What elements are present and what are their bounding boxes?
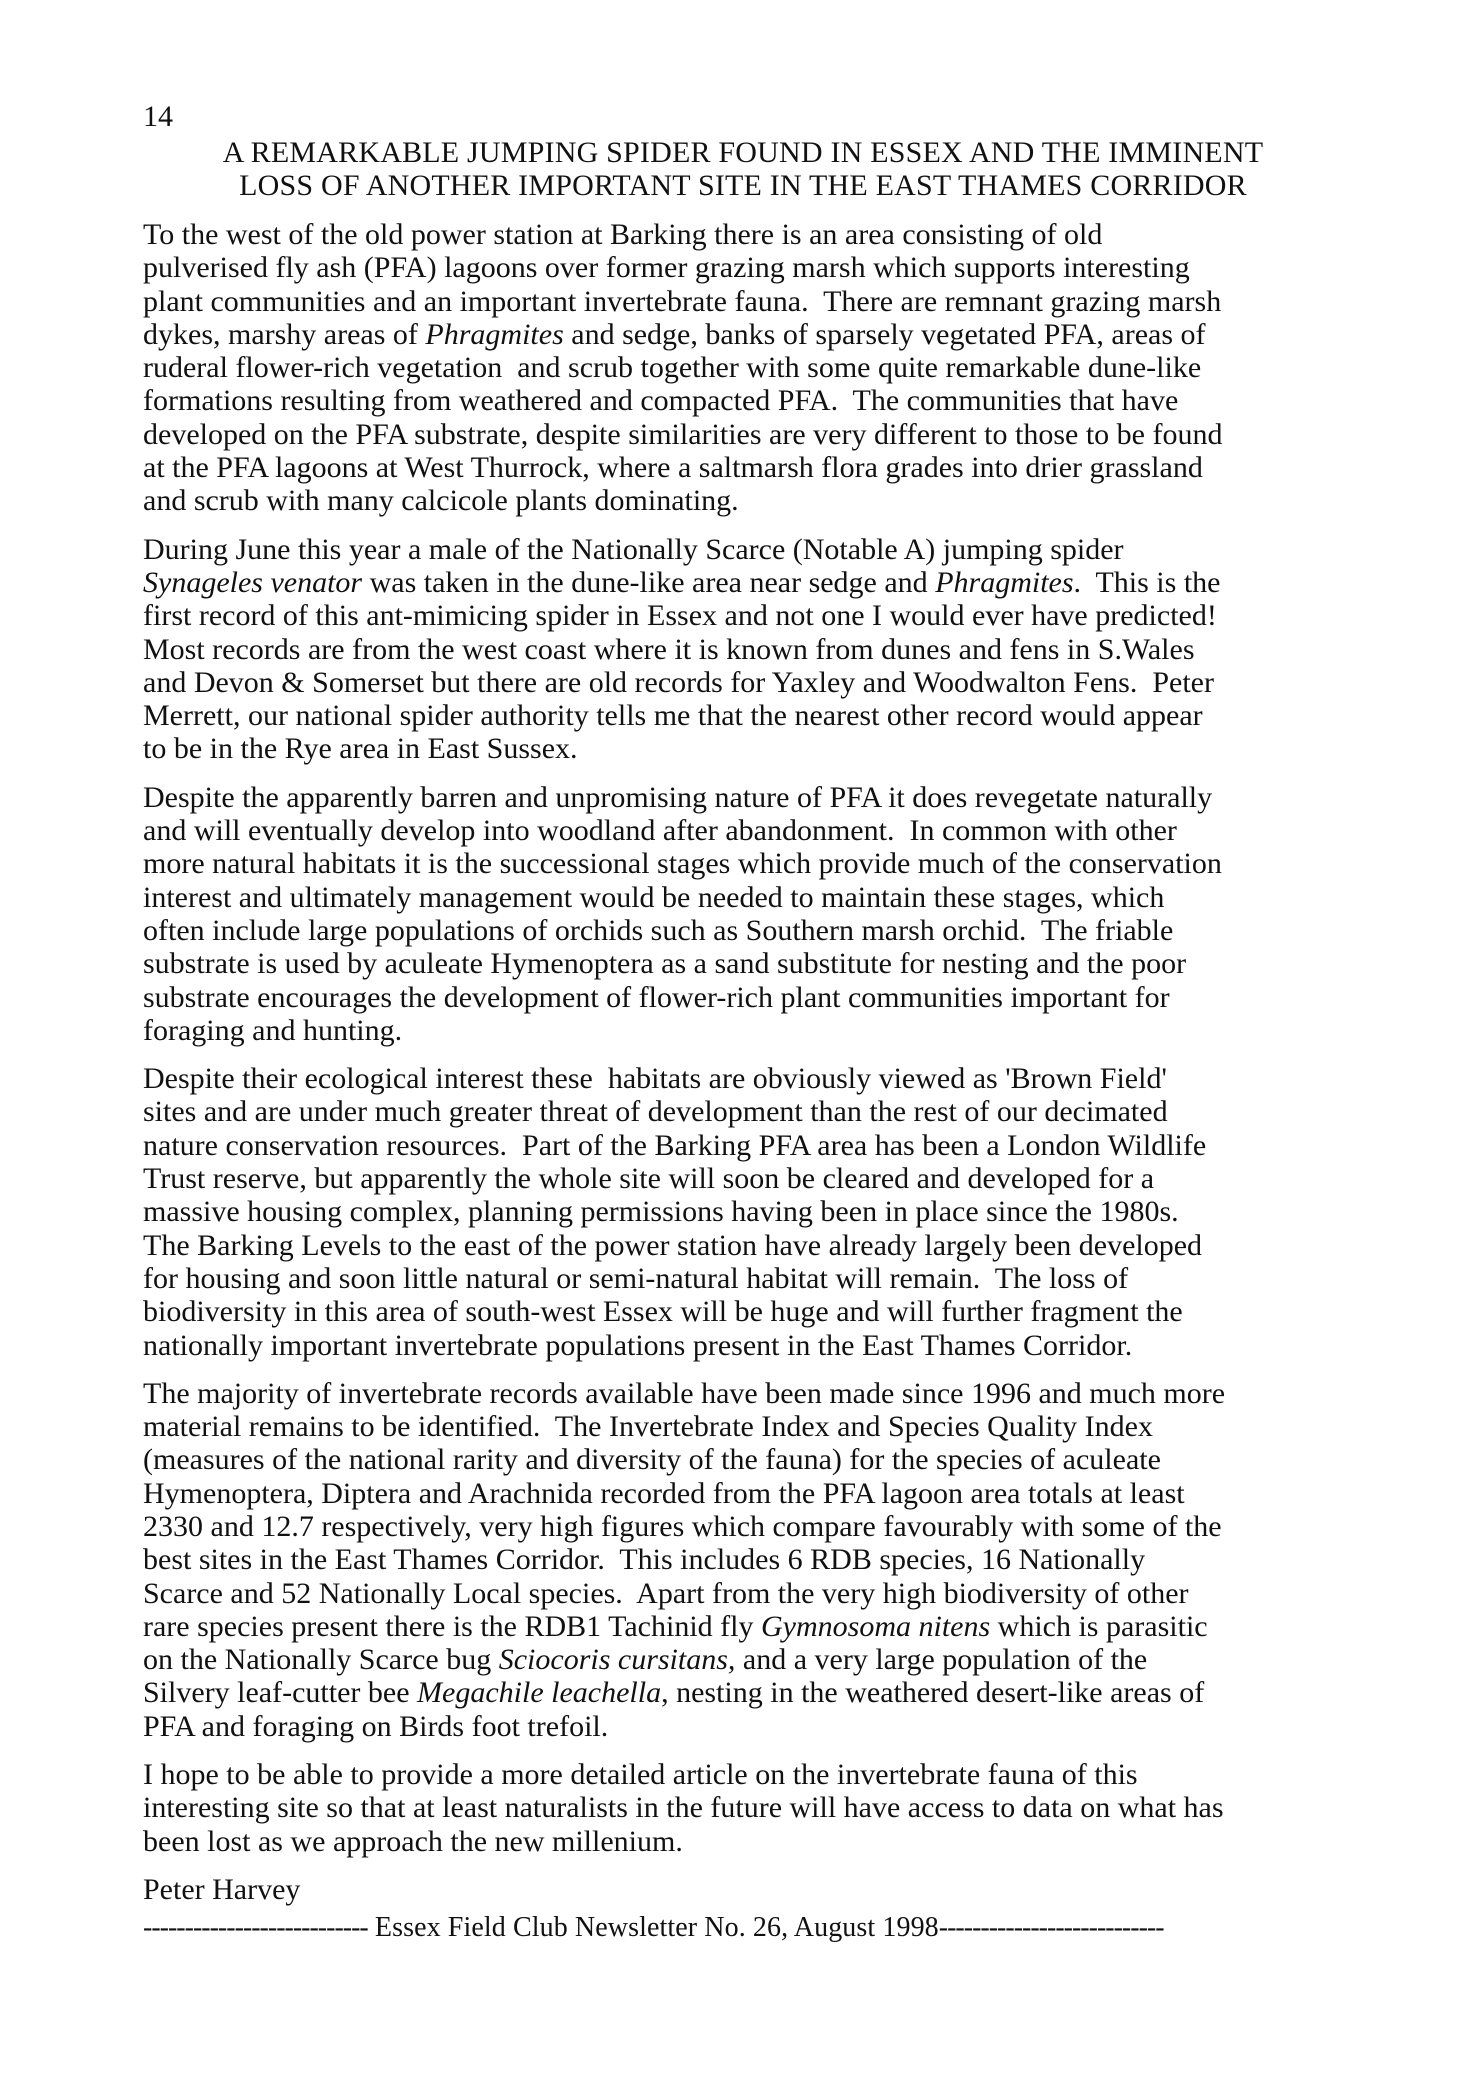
text-segment: Despite the apparently barren and unpromising nature of PFA it does revegetate naturally (143, 780, 1213, 814)
article-paragraph (143, 1758, 1343, 1858)
text-segment: was taken in the dune-like area near sedge and (362, 565, 936, 599)
species-name-italic: Sciocoris cursitans, (498, 1643, 736, 1677)
paragraph-line (143, 384, 1343, 417)
text-segment: plant communities and an important invertebrate fauna. There are remnant grazing marsh (143, 284, 1222, 318)
article-paragraph (143, 218, 1343, 518)
paragraph-line (143, 1295, 1343, 1328)
paragraph-line (143, 318, 1343, 351)
text-segment: material remains to be identified. The Invertebrate Index and Species Quality Index (143, 1410, 1153, 1444)
paragraph-line (143, 1262, 1343, 1295)
text-segment: on the Nationally Scarce bug (143, 1643, 499, 1677)
text-segment: rare species present there is the RDB1 Tachinid fly (143, 1609, 761, 1643)
text-segment: substrate is used by aculeate Hymenoptera as a sand substitute for nesting and the poor (143, 947, 1187, 981)
text-segment: and a very large population of the (735, 1643, 1148, 1677)
paragraph-line (143, 666, 1343, 699)
text-segment: and will eventually develop into woodland after abandonment. In common with other (143, 814, 1177, 848)
text-segment: Hymenoptera, Diptera and Arachnida recorded from the PFA lagoon area totals at least (143, 1476, 1185, 1510)
paragraph-line (143, 484, 1343, 517)
paragraph-line (143, 847, 1343, 880)
text-segment: pulverised fly ash (PFA) lagoons over former grazing marsh which supports interesting (143, 251, 1190, 285)
text-segment: 2330 and 12.7 respectively, very high figures which compare favourably with some of the (143, 1509, 1222, 1543)
paragraph-line (143, 1710, 1343, 1743)
paragraph-line (143, 251, 1343, 284)
paragraph-line (143, 1443, 1343, 1476)
text-segment: Silvery leaf-cutter bee (143, 1676, 418, 1710)
article-paragraph (143, 781, 1343, 1047)
text-segment: developed on the PFA substrate, despite similarities are very different to those to be found (143, 417, 1223, 451)
paragraph-line (143, 1162, 1343, 1195)
paragraph-line (143, 218, 1343, 251)
article-paragraph (143, 1062, 1343, 1362)
paragraph-line (143, 1377, 1343, 1410)
text-segment: Trust reserve, but apparently the whole site will soon be cleared and developed for a (143, 1162, 1155, 1196)
text-segment: best sites in the East Thames Corridor. This includes 6 RDB species, 16 Nationally (143, 1543, 1146, 1577)
text-segment: substrate encourages the development of flower-rich plant communities important for (143, 980, 1170, 1014)
document-page (143, 100, 1343, 1945)
text-segment: been lost as we approach the new millenium. (143, 1824, 683, 1858)
text-segment: biodiversity in this area of south-west Essex will be huge and will further fragment the (143, 1295, 1183, 1329)
text-segment: nature conservation resources. Part of the Barking PFA area has been a London Wildlife (143, 1128, 1207, 1162)
text-segment: Scarce and 52 Nationally Local species. Apart from the very high biodiversity of other (143, 1576, 1189, 1610)
paragraph-line (143, 1758, 1343, 1791)
text-segment: and scrub with many calcicole plants dominating. (143, 484, 739, 518)
paragraph-line (143, 1410, 1343, 1443)
article-paragraph (143, 533, 1343, 766)
paragraph-line (143, 1477, 1343, 1510)
text-segment: massive housing complex, planning permissions having been in place since the 1980s. (143, 1195, 1179, 1229)
text-segment: which is parasitic (990, 1609, 1208, 1643)
text-segment: at the PFA lagoons at West Thurrock, where a saltmarsh flora grades into drier grassland (143, 451, 1203, 485)
paragraph-line (143, 781, 1343, 814)
text-segment: often include large populations of orchids such as Southern marsh orchid. The friable (143, 913, 1174, 947)
text-segment: ruderal flower-rich vegetation and scrub together with some quite remarkable dune-like (143, 351, 1202, 385)
paragraph-line (143, 1095, 1343, 1128)
text-segment: Despite their ecological interest these habitats are obviously viewed as 'Brown Field' (143, 1062, 1167, 1096)
text-segment: formations resulting from weathered and compacted PFA. The communities that have (143, 384, 1179, 418)
text-segment: , nesting in the weathered desert-like areas of (661, 1676, 1205, 1710)
paragraph-line (143, 1643, 1343, 1676)
paragraph-line (143, 732, 1343, 765)
text-segment: to be in the Rye area in East Sussex. (143, 732, 578, 766)
text-segment: and sedge, banks of sparsely vegetated PFA, areas of (563, 317, 1206, 351)
text-segment: first record of this ant-mimicing spider in Essex and not one I would ever have predicted! (143, 599, 1217, 633)
species-name-italic: Megachile leachella (417, 1676, 662, 1710)
paragraph-line (143, 1510, 1343, 1543)
article-title-line: LOSS OF ANOTHER IMPORTANT SITE IN THE EAST THAMES CORRIDOR (239, 169, 1247, 202)
article-title-line: A REMARKABLE JUMPING SPIDER FOUND IN ESSEX AND THE IMMINENT (222, 136, 1264, 169)
text-segment: PFA and foraging on Birds foot trefoil. (143, 1709, 609, 1743)
paragraph-line (143, 451, 1343, 484)
text-segment: To the west of the old power station at Barking there is an area consisting of old (143, 218, 1103, 251)
paragraph-line (143, 285, 1343, 318)
paragraph-line (143, 1577, 1343, 1610)
paragraph-line (143, 351, 1343, 384)
footer-rule-right: --------------------------- (938, 1911, 1164, 1943)
species-name-italic: Synageles venator (143, 565, 363, 599)
paragraph-line (143, 566, 1343, 599)
text-segment: interest and ultimately management would be needed to maintain these stages, which (143, 880, 1165, 914)
text-segment: dykes, marshy areas of (143, 317, 426, 351)
newsletter-footer (143, 1911, 1343, 1945)
paragraph-line (143, 914, 1343, 947)
footer-text: Essex Field Club Newsletter No. 26, August 1998 (374, 1911, 939, 1943)
text-segment: nationally important invertebrate populations present in the East Thames Corridor. (143, 1328, 1133, 1362)
text-segment: The Barking Levels to the east of the power station have already largely been developed (143, 1228, 1203, 1262)
paragraph-line (143, 633, 1343, 666)
text-segment: During June this year a male of the Nationally Scarce (Notable A) jumping spider (143, 532, 1124, 566)
paragraph-line (143, 1195, 1343, 1228)
paragraph-line (143, 1825, 1343, 1858)
text-segment: Merrett, our national spider authority tells me that the nearest other record would appear (143, 699, 1203, 733)
paragraph-line (143, 599, 1343, 632)
article-body (143, 218, 1343, 1858)
paragraph-line (143, 1543, 1343, 1576)
paragraph-line (143, 1676, 1343, 1709)
text-segment: foraging and hunting. (143, 1013, 403, 1047)
species-name-italic: Gymnosoma nitens (761, 1609, 991, 1643)
paragraph-line (143, 947, 1343, 980)
paragraph-line (143, 1014, 1343, 1047)
text-segment: Most records are from the west coast where it is known from dunes and fens in S.Wales (143, 632, 1195, 666)
page-number: 14 (143, 100, 173, 133)
author-name: Peter Harvey (143, 1872, 301, 1906)
paragraph-line (143, 1610, 1343, 1643)
text-segment: I hope to be able to provide a more detailed article on the invertebrate fauna of this (143, 1758, 1138, 1792)
text-segment: and Devon & Somerset but there are old records for Yaxley and Woodwalton Fens. Peter (143, 665, 1214, 699)
paragraph-line (143, 533, 1343, 566)
text-segment: . This is the (1073, 565, 1221, 599)
paragraph-line (143, 881, 1343, 914)
text-segment: more natural habitats it is the successional stages which provide much of the conservation (143, 847, 1222, 881)
paragraph-line (143, 1791, 1343, 1824)
paragraph-line (143, 981, 1343, 1014)
species-name-italic: Phragmites (425, 317, 564, 351)
paragraph-line (143, 699, 1343, 732)
text-segment: for housing and soon little natural or semi-natural habitat will remain. The loss of (143, 1261, 1129, 1295)
paragraph-line (143, 1129, 1343, 1162)
text-segment: interesting site so that at least naturalists in the future will have access to data on what has (143, 1791, 1224, 1825)
text-segment: sites and are under much greater threat of development than the rest of our decimated (143, 1095, 1168, 1129)
paragraph-line (143, 1229, 1343, 1262)
footer-rule-left: --------------------------- (143, 1911, 368, 1943)
text-segment: The majority of invertebrate records available have been made since 1996 and much more (143, 1376, 1226, 1410)
article-title (143, 136, 1343, 202)
paragraph-line (143, 1329, 1343, 1362)
species-name-italic: Phragmites (935, 565, 1074, 599)
text-segment: (measures of the national rarity and diversity of the fauna) for the species of aculeate (143, 1443, 1161, 1477)
article-paragraph (143, 1377, 1343, 1743)
paragraph-line (143, 1062, 1343, 1095)
paragraph-line (143, 418, 1343, 451)
paragraph-line (143, 814, 1343, 847)
